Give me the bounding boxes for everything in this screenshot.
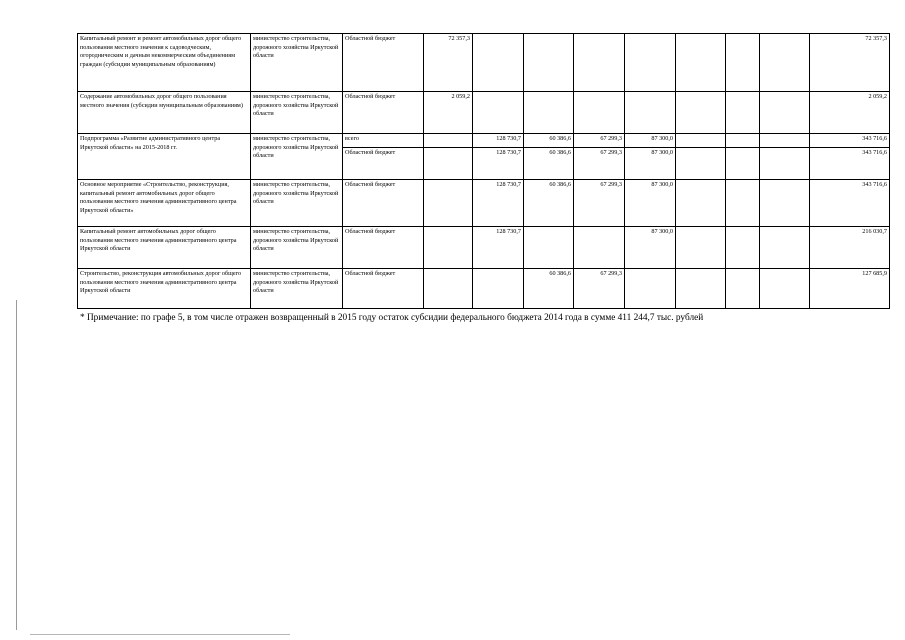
total-amount-cell: 127 685,9 xyxy=(810,269,890,309)
executor-cell: министерство строительства, дорожного хозяйства Иркутской области xyxy=(251,92,343,134)
budget-table xyxy=(77,33,890,309)
total-amount-cell: 343 716,6 xyxy=(810,134,890,148)
amount-cell xyxy=(424,134,473,148)
activity-name-cell: Содержание автомобильных дорог общего пользования местного значения (субсидии муниципальным образованиям) xyxy=(78,92,251,134)
total-amount-cell: 72 357,3 xyxy=(810,34,890,92)
amount-cell: 2 059,2 xyxy=(424,92,473,134)
amount-cell xyxy=(760,134,810,148)
footnote: * Примечание: по графе 5, в том числе отражен возвращенный в 2015 году остаток субсидии федерального бюджета 2014 года в сумме 411 244,7 тыс. рублей xyxy=(80,313,704,323)
amount-cell: 67 299,3 xyxy=(574,180,625,227)
scan-edge-bottom xyxy=(30,634,290,635)
table-row xyxy=(78,92,890,134)
funding-source-cell: Областной бюджет xyxy=(343,180,424,227)
funding-source-cell: Областной бюджет xyxy=(343,148,424,180)
amount-cell: 60 386,6 xyxy=(524,180,574,227)
amount-cell xyxy=(424,269,473,309)
amount-cell xyxy=(676,34,726,92)
table-row xyxy=(78,227,890,269)
amount-cell xyxy=(726,92,760,134)
amount-cell: 72 357,3 xyxy=(424,34,473,92)
amount-cell: 87 300,0 xyxy=(625,148,676,180)
funding-source-cell: всего xyxy=(343,134,424,148)
amount-cell xyxy=(473,34,524,92)
amount-cell xyxy=(574,227,625,269)
amount-cell xyxy=(424,180,473,227)
amount-cell xyxy=(574,92,625,134)
activity-name-cell: Строительство, реконструкция автомобильных дорог общего пользования местного значения административного центра Иркутской области xyxy=(78,269,251,309)
amount-cell xyxy=(726,180,760,227)
amount-cell: 128 730,7 xyxy=(473,180,524,227)
executor-cell: министерство строительства, дорожного хозяйства Иркутской области xyxy=(251,34,343,92)
amount-cell: 128 730,7 xyxy=(473,227,524,269)
amount-cell xyxy=(760,227,810,269)
amount-cell: 87 300,0 xyxy=(625,227,676,269)
table-row xyxy=(78,269,890,309)
amount-cell xyxy=(676,134,726,148)
amount-cell xyxy=(524,227,574,269)
amount-cell xyxy=(524,92,574,134)
activity-name-cell: Капитальный ремонт и ремонт автомобильных дорог общего пользования местного значения к садоводческим, огородническим и дачным некоммерческим объединениям граждан (субсидии муниципальным образованиям) xyxy=(78,34,251,92)
total-amount-cell: 2 059,2 xyxy=(810,92,890,134)
amount-cell xyxy=(760,148,810,180)
amount-cell xyxy=(726,269,760,309)
amount-cell: 87 300,0 xyxy=(625,180,676,227)
amount-cell: 67 299,3 xyxy=(574,134,625,148)
amount-cell xyxy=(726,148,760,180)
executor-cell: министерство строительства, дорожного хозяйства Иркутской области xyxy=(251,180,343,227)
total-amount-cell: 343 716,6 xyxy=(810,148,890,180)
amount-cell xyxy=(574,34,625,92)
funding-source-cell: Областной бюджет xyxy=(343,269,424,309)
funding-source-cell: Областной бюджет xyxy=(343,92,424,134)
activity-name-cell: Капитальный ремонт автомобильных дорог общего пользования местного значения административного центра Иркутской области xyxy=(78,227,251,269)
amount-cell xyxy=(676,92,726,134)
amount-cell xyxy=(760,34,810,92)
amount-cell xyxy=(676,148,726,180)
activity-name-cell: Подпрограмма «Развитие административного центра Иркутской области» на 2015-2018 гг. xyxy=(78,134,251,180)
amount-cell: 67 299,3 xyxy=(574,269,625,309)
amount-cell xyxy=(625,34,676,92)
amount-cell xyxy=(726,34,760,92)
amount-cell xyxy=(726,227,760,269)
amount-cell: 60 386,6 xyxy=(524,134,574,148)
table-row xyxy=(78,134,890,148)
amount-cell xyxy=(424,148,473,180)
amount-cell xyxy=(676,180,726,227)
amount-cell xyxy=(726,134,760,148)
amount-cell: 60 386,6 xyxy=(524,269,574,309)
table-row xyxy=(78,34,890,92)
amount-cell xyxy=(676,269,726,309)
total-amount-cell: 343 716,6 xyxy=(810,180,890,227)
amount-cell xyxy=(676,227,726,269)
funding-source-cell: Областной бюджет xyxy=(343,227,424,269)
amount-cell: 60 386,6 xyxy=(524,148,574,180)
amount-cell: 128 730,7 xyxy=(473,134,524,148)
amount-cell xyxy=(760,92,810,134)
amount-cell: 128 730,7 xyxy=(473,148,524,180)
amount-cell xyxy=(625,269,676,309)
amount-cell xyxy=(760,269,810,309)
amount-cell: 87 300,0 xyxy=(625,134,676,148)
amount-cell xyxy=(524,34,574,92)
table-row xyxy=(78,180,890,227)
total-amount-cell: 216 030,7 xyxy=(810,227,890,269)
activity-name-cell: Основное мероприятие «Строительство, реконструкция, капитальный ремонт автомобильных дорог общего пользования местного значения административного центра Иркутской области» xyxy=(78,180,251,227)
amount-cell xyxy=(625,92,676,134)
funding-source-cell: Областной бюджет xyxy=(343,34,424,92)
amount-cell xyxy=(473,92,524,134)
scan-edge-left xyxy=(16,300,17,630)
executor-cell: министерство строительства, дорожного хозяйства Иркутской области xyxy=(251,227,343,269)
executor-cell: министерство строительства, дорожного хозяйства Иркутской области xyxy=(251,269,343,309)
executor-cell: министерство строительства, дорожного хозяйства Иркутской области xyxy=(251,134,343,180)
amount-cell: 67 299,3 xyxy=(574,148,625,180)
amount-cell xyxy=(424,227,473,269)
amount-cell xyxy=(760,180,810,227)
amount-cell xyxy=(473,269,524,309)
